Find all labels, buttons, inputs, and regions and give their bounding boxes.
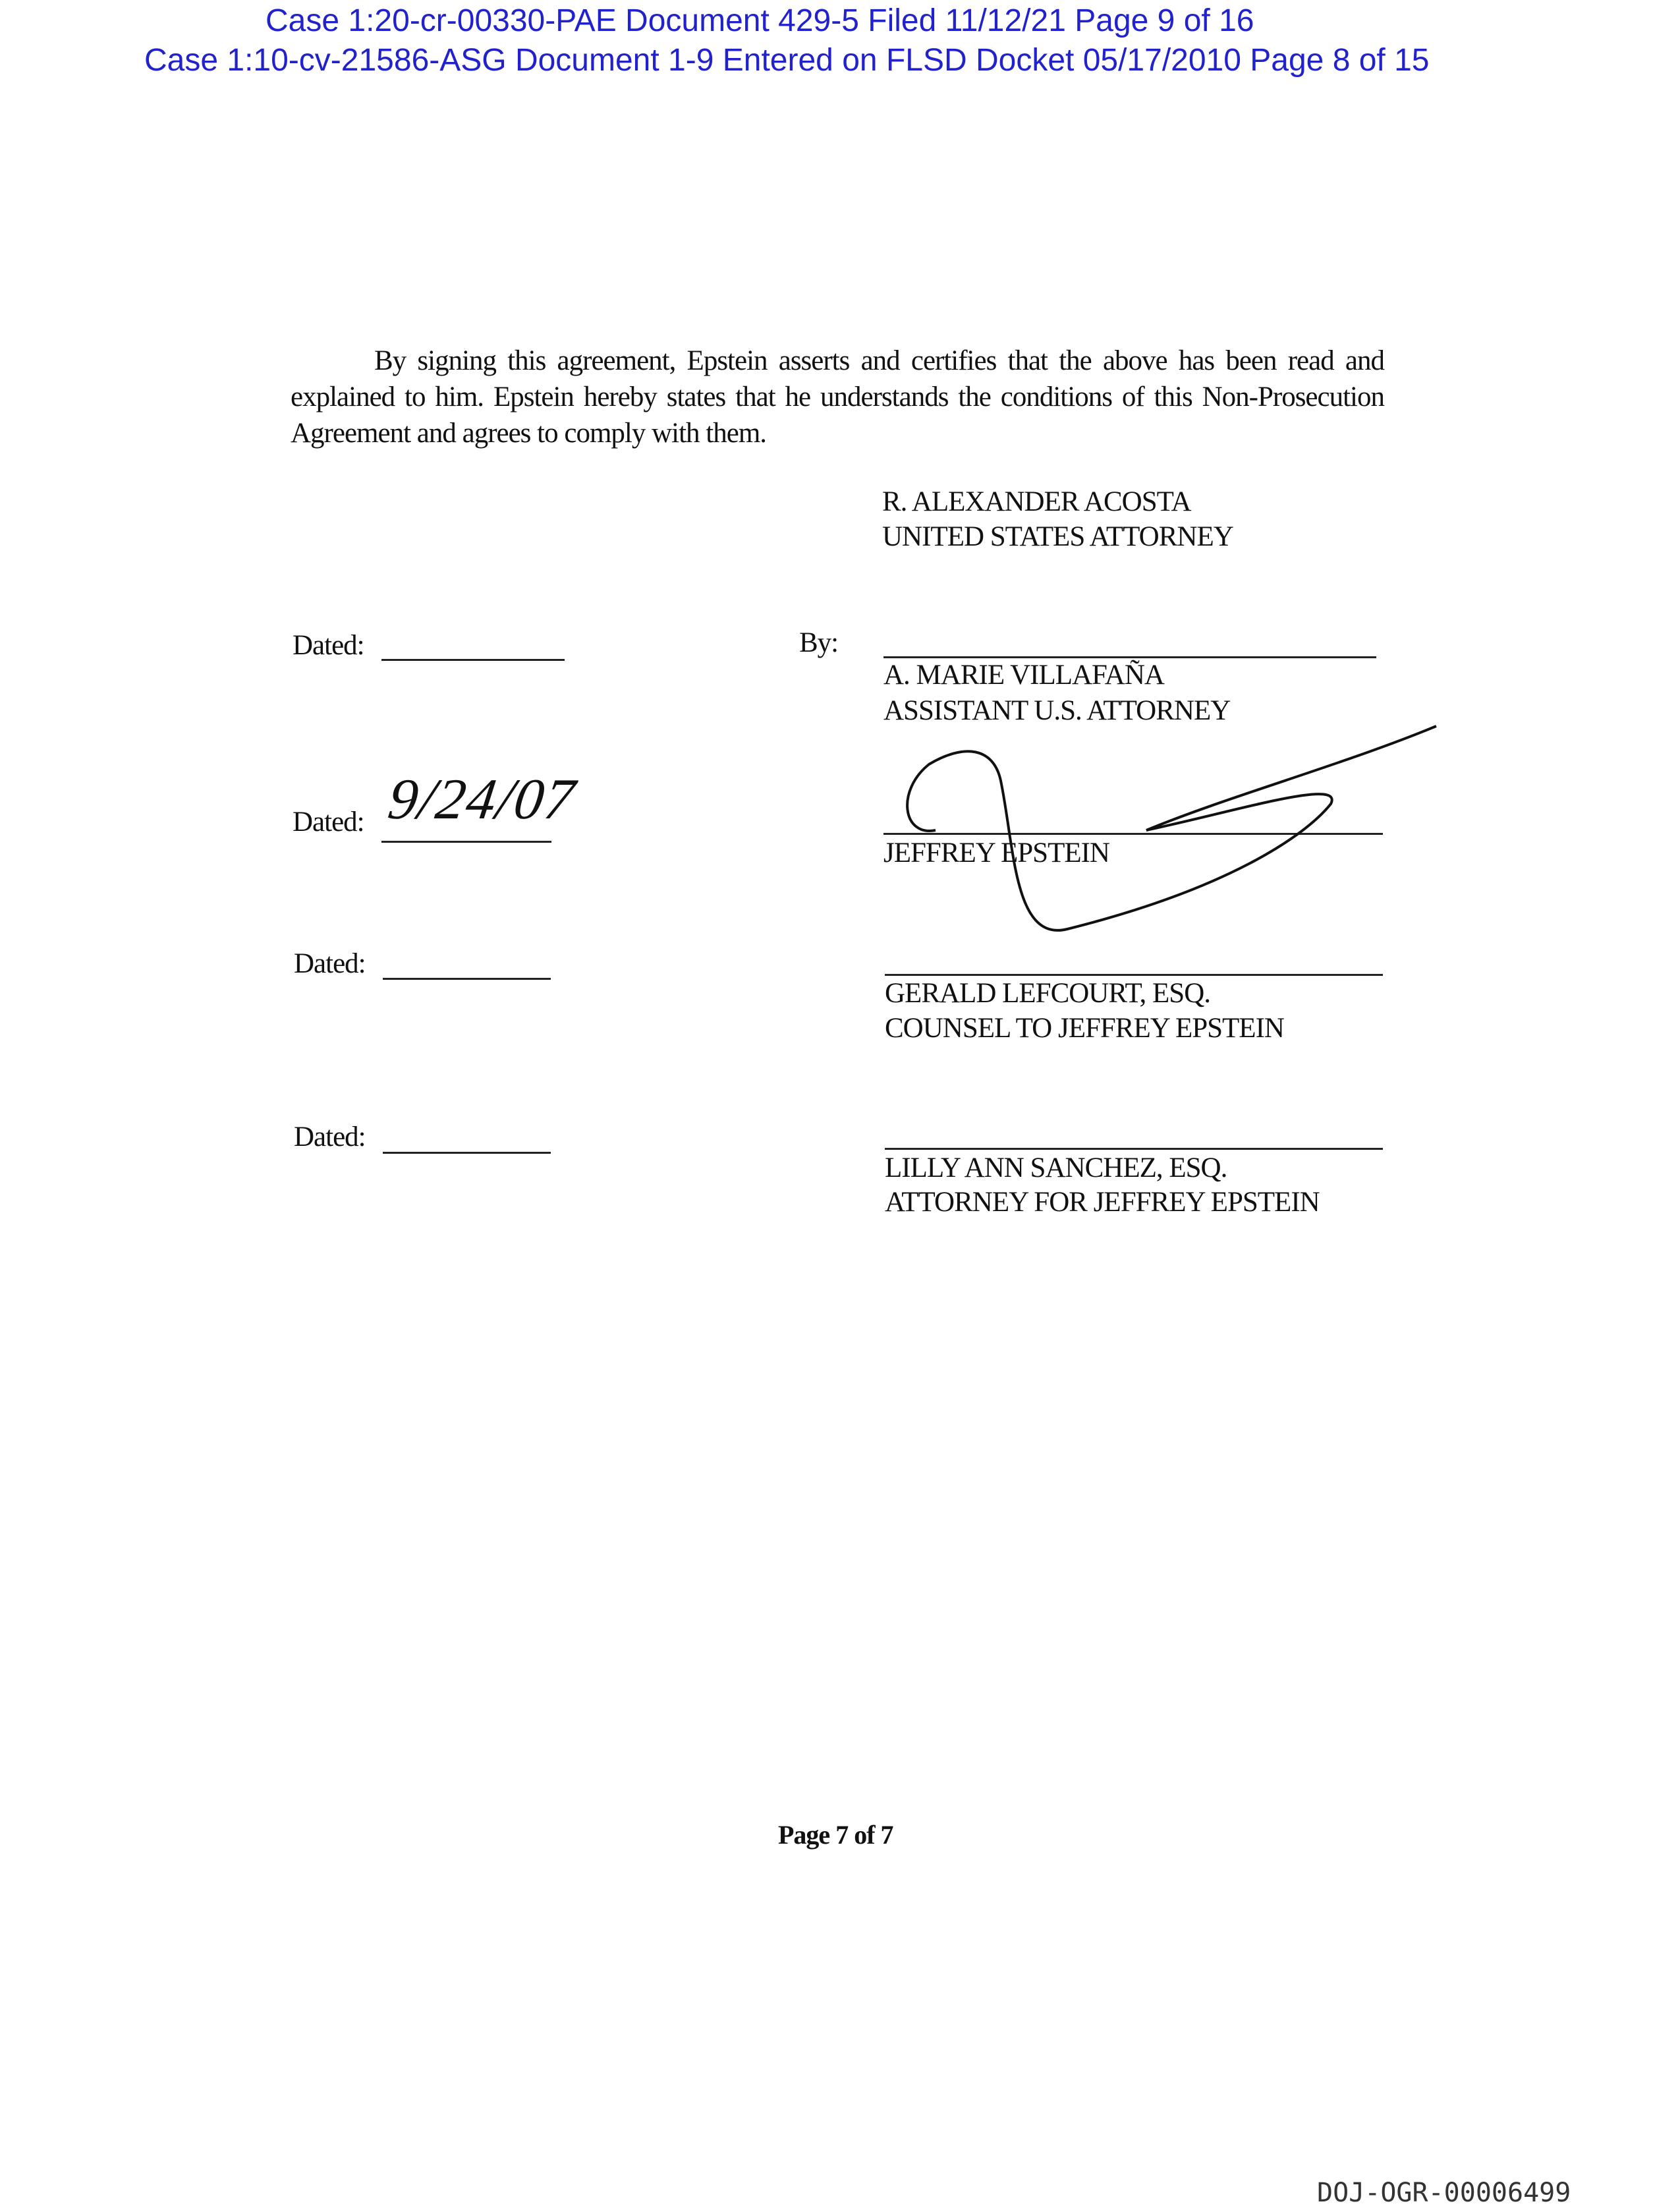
date-line-3 (383, 978, 551, 980)
dated-label-3: Dated: (294, 948, 366, 979)
ausa-title: ASSISTANT U.S. ATTORNEY (883, 695, 1231, 726)
counsel1-title: COUNSEL TO JEFFREY EPSTEIN (885, 1013, 1284, 1044)
date-line-1 (381, 659, 565, 661)
date-line-4 (383, 1152, 551, 1154)
counsel2-title: ATTORNEY FOR JEFFREY EPSTEIN (885, 1187, 1320, 1218)
dated-label-2: Dated: (293, 807, 364, 837)
court-stamp-1: Case 1:10-cv-21586-ASG Document 1-9 Entered on FLSD Docket 05/17/2010 Page 8 of 15 (144, 43, 1430, 78)
dated-label-1: Dated: (293, 630, 364, 661)
defendant-name: JEFFREY EPSTEIN (883, 837, 1109, 868)
handwritten-date: 9/24/07 (384, 768, 580, 832)
court-stamp-2: Case 1:20-cr-00330-PAE Document 429-5 Filed 11/12/21 Page 9 of 16 (266, 3, 1254, 38)
ausa-signature-line (883, 656, 1376, 658)
page-number: Page 7 of 7 (778, 1820, 893, 1850)
ausa-name: A. MARIE VILLAFAÑA (883, 660, 1164, 691)
counsel2-signature-line (885, 1148, 1383, 1150)
date-line-2 (381, 841, 551, 843)
usa-title: UNITED STATES ATTORNEY (882, 521, 1233, 552)
counsel1-name: GERALD LEFCOURT, ESQ. (885, 978, 1211, 1009)
bates-number: DOJ-OGR-00006499 (1317, 2178, 1571, 2208)
usa-name: R. ALEXANDER ACOSTA (882, 486, 1191, 517)
counsel1-signature-line (885, 974, 1383, 976)
paragraph-text: By signing this agreement, Epstein asserts and certifies that the above has been read and explained to him. Epstein hereby states that he understands the conditions of this Non-Prosecution Agreement and agrees to comply with them. (291, 345, 1384, 449)
certification-paragraph (291, 343, 1384, 451)
defendant-signature (883, 718, 1449, 942)
dated-label-4: Dated: (294, 1121, 366, 1152)
by-label: By: (799, 627, 839, 658)
counsel2-name: LILLY ANN SANCHEZ, ESQ. (885, 1152, 1227, 1183)
